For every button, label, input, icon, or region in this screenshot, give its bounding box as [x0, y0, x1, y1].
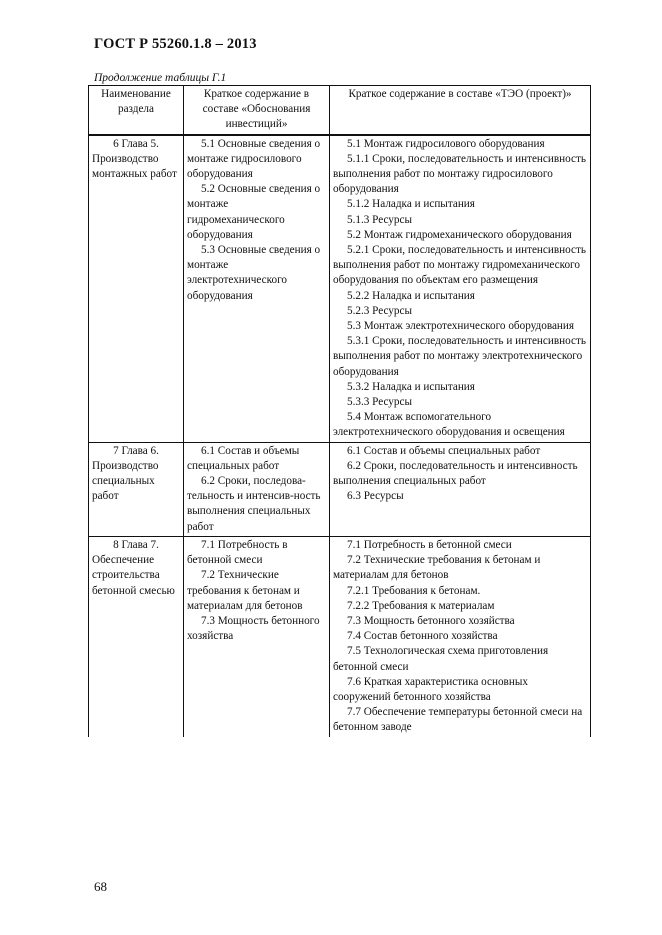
section-name-cell — [89, 536, 184, 736]
table-row — [89, 536, 591, 736]
teo-cell — [330, 135, 591, 443]
column-header-investment: Краткое содержание в составе «Обоснования инвестиций» — [184, 86, 330, 135]
content-item: 5.3.1 Сроки, последовательность и интенсивность выполнения работ по монтажу электротехнического оборудования — [333, 335, 586, 378]
gost-table — [88, 85, 591, 737]
table-row — [89, 135, 591, 443]
content-item: 6.2 Сроки, последова-тельность и интенсив-ность выполнения специальных работ — [187, 475, 321, 533]
content-item: 6.2 Сроки, последовательность и интенсивность выполнения специальных работ — [333, 459, 578, 488]
document-header: ГОСТ Р 55260.1.8 – 2013 — [94, 36, 257, 52]
content-item: 5.2.3 Ресурсы — [347, 304, 412, 317]
content-item: 6.1 Состав и объемы специальных работ — [347, 444, 541, 457]
content-item: 7.5 Технологическая схема приготовления бетонной смеси — [333, 645, 549, 673]
teo-cell — [330, 442, 591, 536]
page-number: 68 — [94, 879, 107, 894]
content-item: 7.2 Технические требования к бетонам и материалам для бетонов — [187, 569, 303, 612]
investment-cell — [184, 442, 330, 536]
content-item: 5.3.2 Наладка и испытания — [347, 380, 475, 393]
content-item: 5.1.1 Сроки, последовательность и интенсивность выполнения работ по монтажу гидросилового оборудования — [333, 152, 586, 196]
content-item: 5.2.1 Сроки, последовательность и интенсивность выполнения работ по монтажу гидромеханического оборудования по объектам его размещения — [333, 244, 586, 287]
section-name-cell — [89, 442, 184, 536]
content-item: 7.1 Потребность в бетонной смеси — [347, 538, 512, 551]
section-chapter: 8 Глава 7. — [113, 538, 159, 551]
investment-cell — [184, 135, 330, 443]
content-item: 5.2 Основные сведения о монтаже гидромеханического оборудования — [187, 183, 321, 241]
content-item: 7.4 Состав бетонного хозяйства — [347, 630, 498, 643]
content-item: 5.1 Монтаж гидросилового оборудования — [347, 137, 545, 150]
content-item: 7.1 Потребность в бетонной смеси — [187, 538, 288, 567]
content-item: 6.3 Ресурсы — [347, 490, 404, 503]
column-header-section-name: Наименование раздела — [89, 86, 184, 135]
table-header-row — [89, 86, 591, 135]
content-item: 7.6 Краткая характеристика основных сооружений бетонного хозяйства — [333, 675, 528, 703]
section-chapter: 7 Глава 6. — [113, 444, 159, 457]
content-item: 7.7 Обеспечение температуры бетонной смеси на бетонном заводе — [333, 706, 583, 734]
table-row — [89, 442, 591, 536]
content-item: 5.2 Монтаж гидромеханического оборудования — [347, 228, 572, 241]
content-item: 5.1.3 Ресурсы — [347, 213, 412, 226]
section-name-cell — [89, 135, 184, 443]
content-item: 7.2.1 Требования к бетонам. — [347, 584, 481, 597]
section-title: Производство специальных работ — [92, 459, 159, 503]
content-item: 7.2 Технические требования к бетонам и материалам для бетонов — [333, 554, 541, 582]
content-item: 5.3.3 Ресурсы — [347, 396, 412, 409]
table-caption: Продолжение таблицы Г.1 — [94, 72, 227, 84]
content-item: 7.3 Мощность бетонного хозяйства — [347, 614, 515, 627]
content-item: 7.2.2 Требования к материалам — [347, 599, 495, 612]
content-item: 5.1.2 Наладка и испытания — [347, 198, 475, 211]
content-item: 5.1 Основные сведения о монтаже гидросилового оборудования — [187, 137, 321, 181]
investment-cell — [184, 536, 330, 736]
teo-cell — [330, 536, 591, 736]
content-item: 5.3 Основные сведения о монтаже электротехнического оборудования — [187, 244, 321, 302]
content-item: 5.2.2 Наладка и испытания — [347, 289, 475, 302]
content-item: 6.1 Состав и объемы специальных работ — [187, 444, 300, 472]
content-item: 5.3 Монтаж электротехнического оборудования — [347, 320, 575, 333]
section-chapter: 6 Глава 5. — [113, 137, 159, 150]
column-header-teo: Краткое содержание в составе «ТЭО (проект)» — [330, 86, 591, 135]
content-item: 5.4 Монтаж вспомогательного электротехнического оборудования и освещения — [333, 411, 565, 439]
section-title: Обеспечение строительства бетонной смесью — [92, 554, 175, 597]
section-title: Производство монтажных работ — [92, 152, 177, 181]
content-item: 7.3 Мощность бетонного хозяйства — [187, 614, 320, 643]
